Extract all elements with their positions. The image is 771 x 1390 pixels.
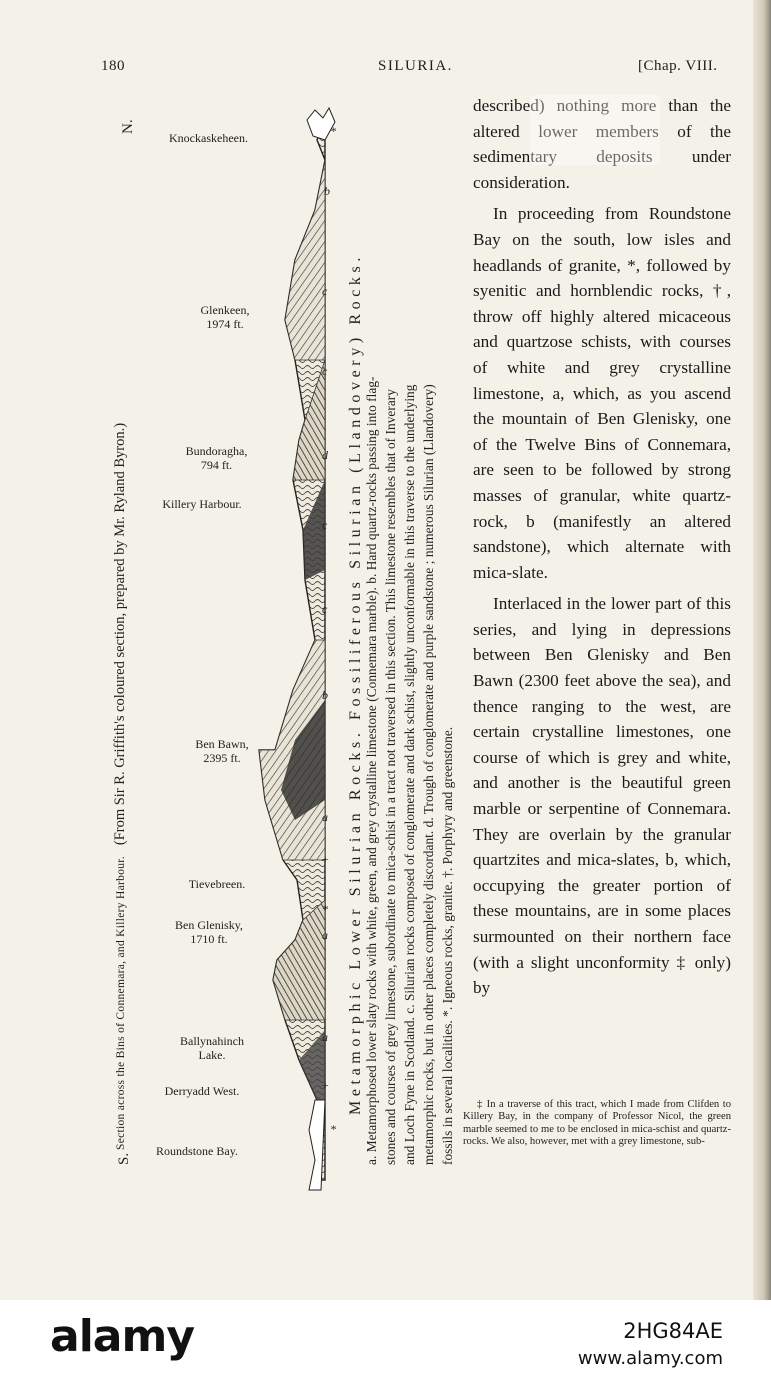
- page-number: 180: [101, 58, 125, 74]
- direction-south: S.: [116, 1152, 132, 1165]
- rock-letter-dagger-2: +: [322, 852, 329, 866]
- caption-credit: (From Sir R. Griffith's coloured section, prepared by Mr. Ryland Byron.): [112, 422, 128, 846]
- legend-line: stones and courses of grey limestone, subordinate to mica-schist in a tract not traversed in this section. This limestone resembles that of Inverary: [383, 389, 398, 1165]
- legend-line: metamorphic rocks, but in other places completely discordant. d. Trough of conglomerate and purple sandstone ; numerous Silurian (Llandovery): [421, 384, 436, 1165]
- bundoragha-name: Bundoragha,: [185, 444, 248, 458]
- rock-letter-star-1: *: [330, 1122, 336, 1136]
- label-killery-harbour: Killery Harbour.: [162, 497, 242, 511]
- chapter-label: [Chap. VIII.: [638, 58, 718, 74]
- ballynahinch-name: Ballynahinch: [180, 1034, 244, 1048]
- body-paragraph: Interlaced in the lower part of this series, and lying in depressions between Ben Glenisky and Ben Bawn (2300 feet above the sea), and thence ranging to the west, are certain crystalline limestones, one course of which is grey and white, and another is the beautiful green marble or serpentine of Connemara. They are overlain by the granular quartzites and mica-slates, b, which, occupying the greater portion of these mountains, are in some places surmounted on their northern face (with a slight unconformity ‡ only) by: [473, 594, 731, 998]
- label-ben-bawn: [184, 737, 260, 765]
- rock-letter-a-3: a: [322, 810, 328, 824]
- ben-glenisky-name: Ben Glenisky,: [175, 918, 243, 932]
- label-glenkeen: [190, 303, 260, 331]
- site-url: www.alamy.com: [577, 1348, 723, 1369]
- caption-title: Section across the Bins of Connemara, and Killery Harbour.: [115, 856, 127, 1150]
- legend-line: and Loch Fyne in Scotland. c. Silurian rocks composed of conglomerate and dark schist, slightly unconformable in this traverse to the underlying: [402, 384, 417, 1165]
- section-band-6: [273, 900, 325, 1020]
- legend-line: a. Metamorphosed lower slaty rocks with white, green, and grey crystalline limestone (Connemara marble). b. Hard quartz-rocks passing into flag-: [364, 376, 379, 1165]
- rock-letter-d: d: [322, 448, 328, 462]
- footnote: [463, 1099, 731, 1149]
- glenkeen-name: Glenkeen,: [200, 303, 250, 317]
- rock-letter-dagger-1: +: [322, 1078, 329, 1092]
- ben-bawn-height: 2395 ft.: [203, 751, 241, 765]
- footnote-text: ‡ In a traverse of this tract, which I made from Clifden to Killery Bay, in the company of Professor Nicol, the green marble seemed to me to be enclosed in mica-schist and quartz-rocks. We also, however, met with a grey limestone, sub-: [463, 1099, 731, 1148]
- ben-glenisky-height: 1710 ft.: [190, 932, 228, 946]
- body-text-column: [473, 93, 731, 1001]
- section-band-1: [285, 160, 328, 360]
- rock-letter-a-1: a: [322, 1030, 328, 1044]
- label-roundstone-bay: Roundstone Bay.: [156, 1144, 238, 1158]
- watermark-overlay: [530, 95, 660, 165]
- alamy-logo: alamy: [50, 1311, 194, 1362]
- rock-letter-c-1: c: [322, 284, 328, 298]
- image-id: 2HG84AE: [623, 1319, 723, 1343]
- rock-letter-star-2: *: [322, 902, 328, 916]
- rock-letter-a-2: a: [322, 928, 328, 942]
- section-caption: [112, 423, 129, 1150]
- rock-letter-b-1: b: [322, 688, 328, 702]
- label-knockaskeheen: Knockaskeheen.: [169, 131, 248, 145]
- glenkeen-height: 1974 ft.: [206, 317, 244, 331]
- label-derryadd-west: Derryadd West.: [164, 1084, 240, 1098]
- legend-line: fossils in several localities. *. Igneous rocks, granite. †. Porphyry and greenstone.: [440, 726, 455, 1165]
- bundoragha-height: 794 ft.: [200, 458, 233, 472]
- rock-letter-star-north: *: [330, 124, 336, 138]
- page-edge: [753, 0, 771, 1300]
- label-ballynahinch: [166, 1034, 258, 1062]
- rock-letter-c-2: c: [322, 364, 328, 378]
- body-paragraph: described) nothing more than the altered lower members of the sedimentary deposits under consideration.: [473, 96, 731, 192]
- ballynahinch-lake: Lake.: [198, 1048, 226, 1062]
- running-title: SILURIA.: [378, 58, 453, 74]
- label-tievebreen: Tievebreen.: [188, 877, 246, 891]
- rock-letter-c-4: c: [322, 602, 328, 616]
- ben-bawn-name: Ben Bawn,: [195, 737, 249, 751]
- legend-title: Metamorphic Lower Silurian Rocks. Fossiliferous Silurian (Llandovery) Rocks.: [347, 253, 364, 1115]
- rock-letter-c-3: c: [322, 518, 328, 532]
- label-bundoragha: [174, 444, 259, 472]
- body-paragraph: In proceeding from Roundstone Bay on the south, low isles and headlands of granite, *, followed by syenitic and hornblendic rocks, †, throw off highly altered micaceous and quartzose schists, with courses of white and grey crystalline limestone, a, which, as you ascend the mountain of Ben Glenisky, one of the Twelve Bins of Connemara, are seen to be followed by strong masses of granular, white quartz-rock, b (manifestly an altered sandstone), which alternate with mica-slate.: [473, 204, 731, 582]
- rock-letter-b-north: b: [324, 184, 330, 198]
- direction-north: N.: [120, 119, 136, 134]
- geological-section-drawing: [255, 100, 345, 1200]
- label-ben-glenisky: [162, 918, 256, 946]
